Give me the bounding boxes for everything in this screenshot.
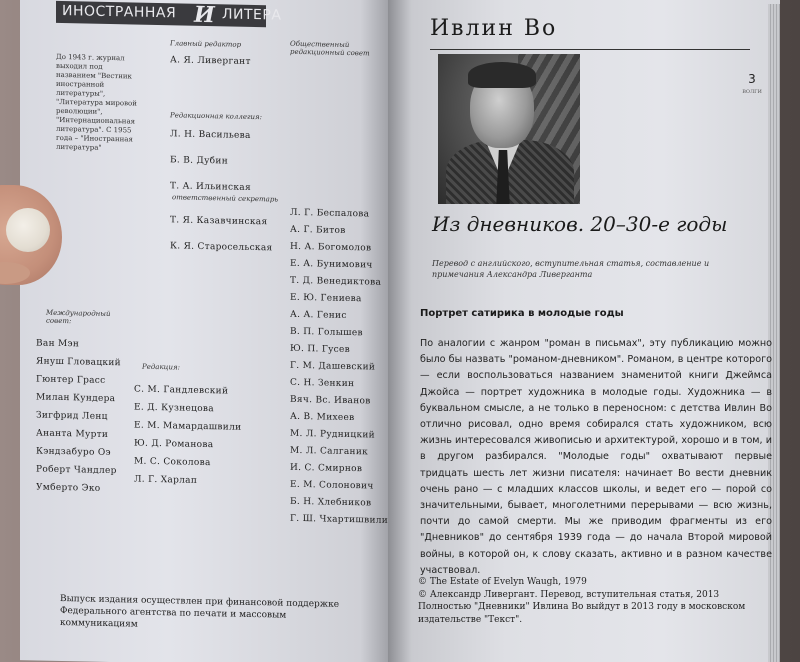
board-member: Т. Я. Казавчинская bbox=[170, 215, 268, 228]
intl-council-member: Зигфрид Ленц bbox=[36, 410, 108, 422]
council-member: Т. Д. Венедиктова bbox=[290, 275, 382, 288]
history-note: До 1943 г. журнал выходил под названием "Вестник иностранной литературы", "Литература мировой революции", "Интернациональная литература". С 1955 года – "Иностранная литература" bbox=[56, 52, 137, 152]
copyright-line: © Александр Ливергант. Перевод, вступительная статья, 2013 bbox=[418, 589, 720, 600]
intl-council-label: Международный совет: bbox=[46, 308, 111, 326]
intl-council-member: Гюнтер Грасс bbox=[36, 374, 106, 386]
council-member: С. Н. Зенкин bbox=[290, 377, 355, 390]
council-member: А. В. Михеев bbox=[290, 411, 355, 424]
chief-editor-label: Главный редактор bbox=[170, 39, 242, 49]
editorial-label: Редакция: bbox=[142, 362, 181, 372]
council-member: И. С. Смирнов bbox=[290, 462, 363, 475]
council-member: М. Л. Рудницкий bbox=[290, 428, 375, 441]
author-photo bbox=[438, 54, 580, 204]
intl-council-member: Умберто Эко bbox=[36, 482, 101, 494]
intl-council-member: Ананта Мурти bbox=[36, 428, 109, 440]
fingernail bbox=[6, 208, 50, 252]
translation-credit: Перевод с английского, вступительная статья, составление и примечания Александра Ливерганта bbox=[432, 259, 710, 279]
council-member: Б. Н. Хлебников bbox=[290, 496, 372, 509]
support-note: Выпуск издания осуществлен при финансовой поддержке Федерального агентства по печати и массовым коммуникациям bbox=[60, 593, 340, 630]
photo-hair bbox=[468, 62, 536, 88]
council-member: Е. Ю. Гениева bbox=[290, 292, 362, 305]
copyright-line: © The Estate of Evelyn Waugh, 1979 bbox=[418, 577, 587, 587]
journal-name-tail: ЛИТЕРА bbox=[222, 6, 282, 24]
body-paragraph: По аналогии с жанром "роман в письмах", эту публикацию можно было бы назвать "романом-дневником". Романом, в центре которого — если воспользоваться названием знаменитой книги Джеймса Джойса — портрет художника в молодые годы. Художника — в буквальном смысле, а не только в переносном: с детства Ивлин Во отлично рисовал, одно время собирался стать художником, всю жизнь интересовался живописью и архитектурой, хорошо и в том, и в другом разбирался. "Молодые годы" охватывают первые тридцать шесть лет жизни писателя: начинает Во вести дневник очень рано — с младших классов школы, и ведет его — порой со значительными, бывает, многолетними перерывами — всю жизнь, почти до самой смерти. Мы же приводим фрагменты из его "Дневников" до сентября 1939 года — до начала Второй мировой войны, в которой он, к слову сказать, активно и в разном качестве участвовал. bbox=[420, 338, 772, 576]
board-member: Т. А. Ильинская bbox=[170, 181, 251, 193]
editorial-member: Е. М. Мамардашвили bbox=[134, 420, 242, 433]
journal-logo: И bbox=[194, 1, 215, 29]
page-number-caption: ВОЛГИ bbox=[742, 89, 762, 95]
book-spread bbox=[20, 0, 780, 662]
intl-council-member: Роберт Чандлер bbox=[36, 464, 117, 477]
editorial-member: М. С. Соколова bbox=[134, 456, 211, 469]
council-member: А. Г. Битов bbox=[290, 224, 346, 236]
council-member: Г. Ш. Чхартишвили bbox=[290, 513, 389, 526]
intl-council-member: Милан Кундера bbox=[36, 392, 116, 405]
council-member: Г. М. Дашевский bbox=[290, 360, 376, 373]
journal-name: ИНОСТРАННАЯ bbox=[62, 3, 177, 22]
intl-council-member: Януш Гловацкий bbox=[36, 356, 121, 369]
section-heading: Портрет сатирика в молодые годы bbox=[420, 308, 624, 319]
editorial-member: С. М. Гандлевский bbox=[134, 384, 229, 397]
council-member: Вяч. Вс. Иванов bbox=[290, 394, 371, 407]
board-member: К. Я. Старосельская bbox=[170, 241, 273, 254]
author-name: Ивлин Во bbox=[430, 16, 558, 41]
secretary-label: ответственный секретарь bbox=[172, 193, 279, 204]
council-member: А. А. Генис bbox=[290, 309, 347, 321]
council-member: М. Л. Салганик bbox=[290, 445, 369, 458]
journal-masthead bbox=[56, 1, 282, 29]
council-member: Н. А. Богомолов bbox=[290, 241, 372, 254]
right-page bbox=[388, 0, 780, 662]
title-rule bbox=[430, 49, 750, 50]
intl-council-member: Ван Мэн bbox=[36, 338, 80, 350]
council-member: Е. М. Солонович bbox=[290, 479, 374, 492]
council-member: Е. А. Бунимович bbox=[290, 258, 373, 271]
copyright-line: Полностью "Дневники" Ивлина Во выйдут в 2013 году в московском издательстве "Текст". bbox=[418, 602, 746, 625]
article-title: Из дневников. 20–30-е годы bbox=[432, 212, 728, 236]
intl-council-member: Кэндзабуро Оэ bbox=[36, 446, 111, 459]
editorial-member: Ю. Д. Романова bbox=[134, 438, 214, 451]
chief-editor: А. Я. Ливергант bbox=[170, 55, 251, 67]
editorial-member: Е. Д. Кузнецова bbox=[134, 402, 214, 415]
copyright-block bbox=[418, 576, 778, 626]
public-council-label: Общественный редакционный совет bbox=[290, 39, 370, 58]
board-member: Б. В. Дубин bbox=[170, 155, 228, 167]
council-member: Ю. П. Гусев bbox=[290, 343, 351, 356]
board-label: Редакционная коллегия: bbox=[170, 111, 262, 122]
page-number: 3 bbox=[748, 72, 756, 86]
council-member: В. П. Голышев bbox=[290, 326, 363, 339]
left-page bbox=[20, 0, 390, 662]
editorial-member: Л. Г. Харлап bbox=[134, 474, 198, 486]
board-member: Л. Н. Васильева bbox=[170, 129, 251, 141]
council-member: Л. Г. Беспалова bbox=[290, 207, 370, 220]
